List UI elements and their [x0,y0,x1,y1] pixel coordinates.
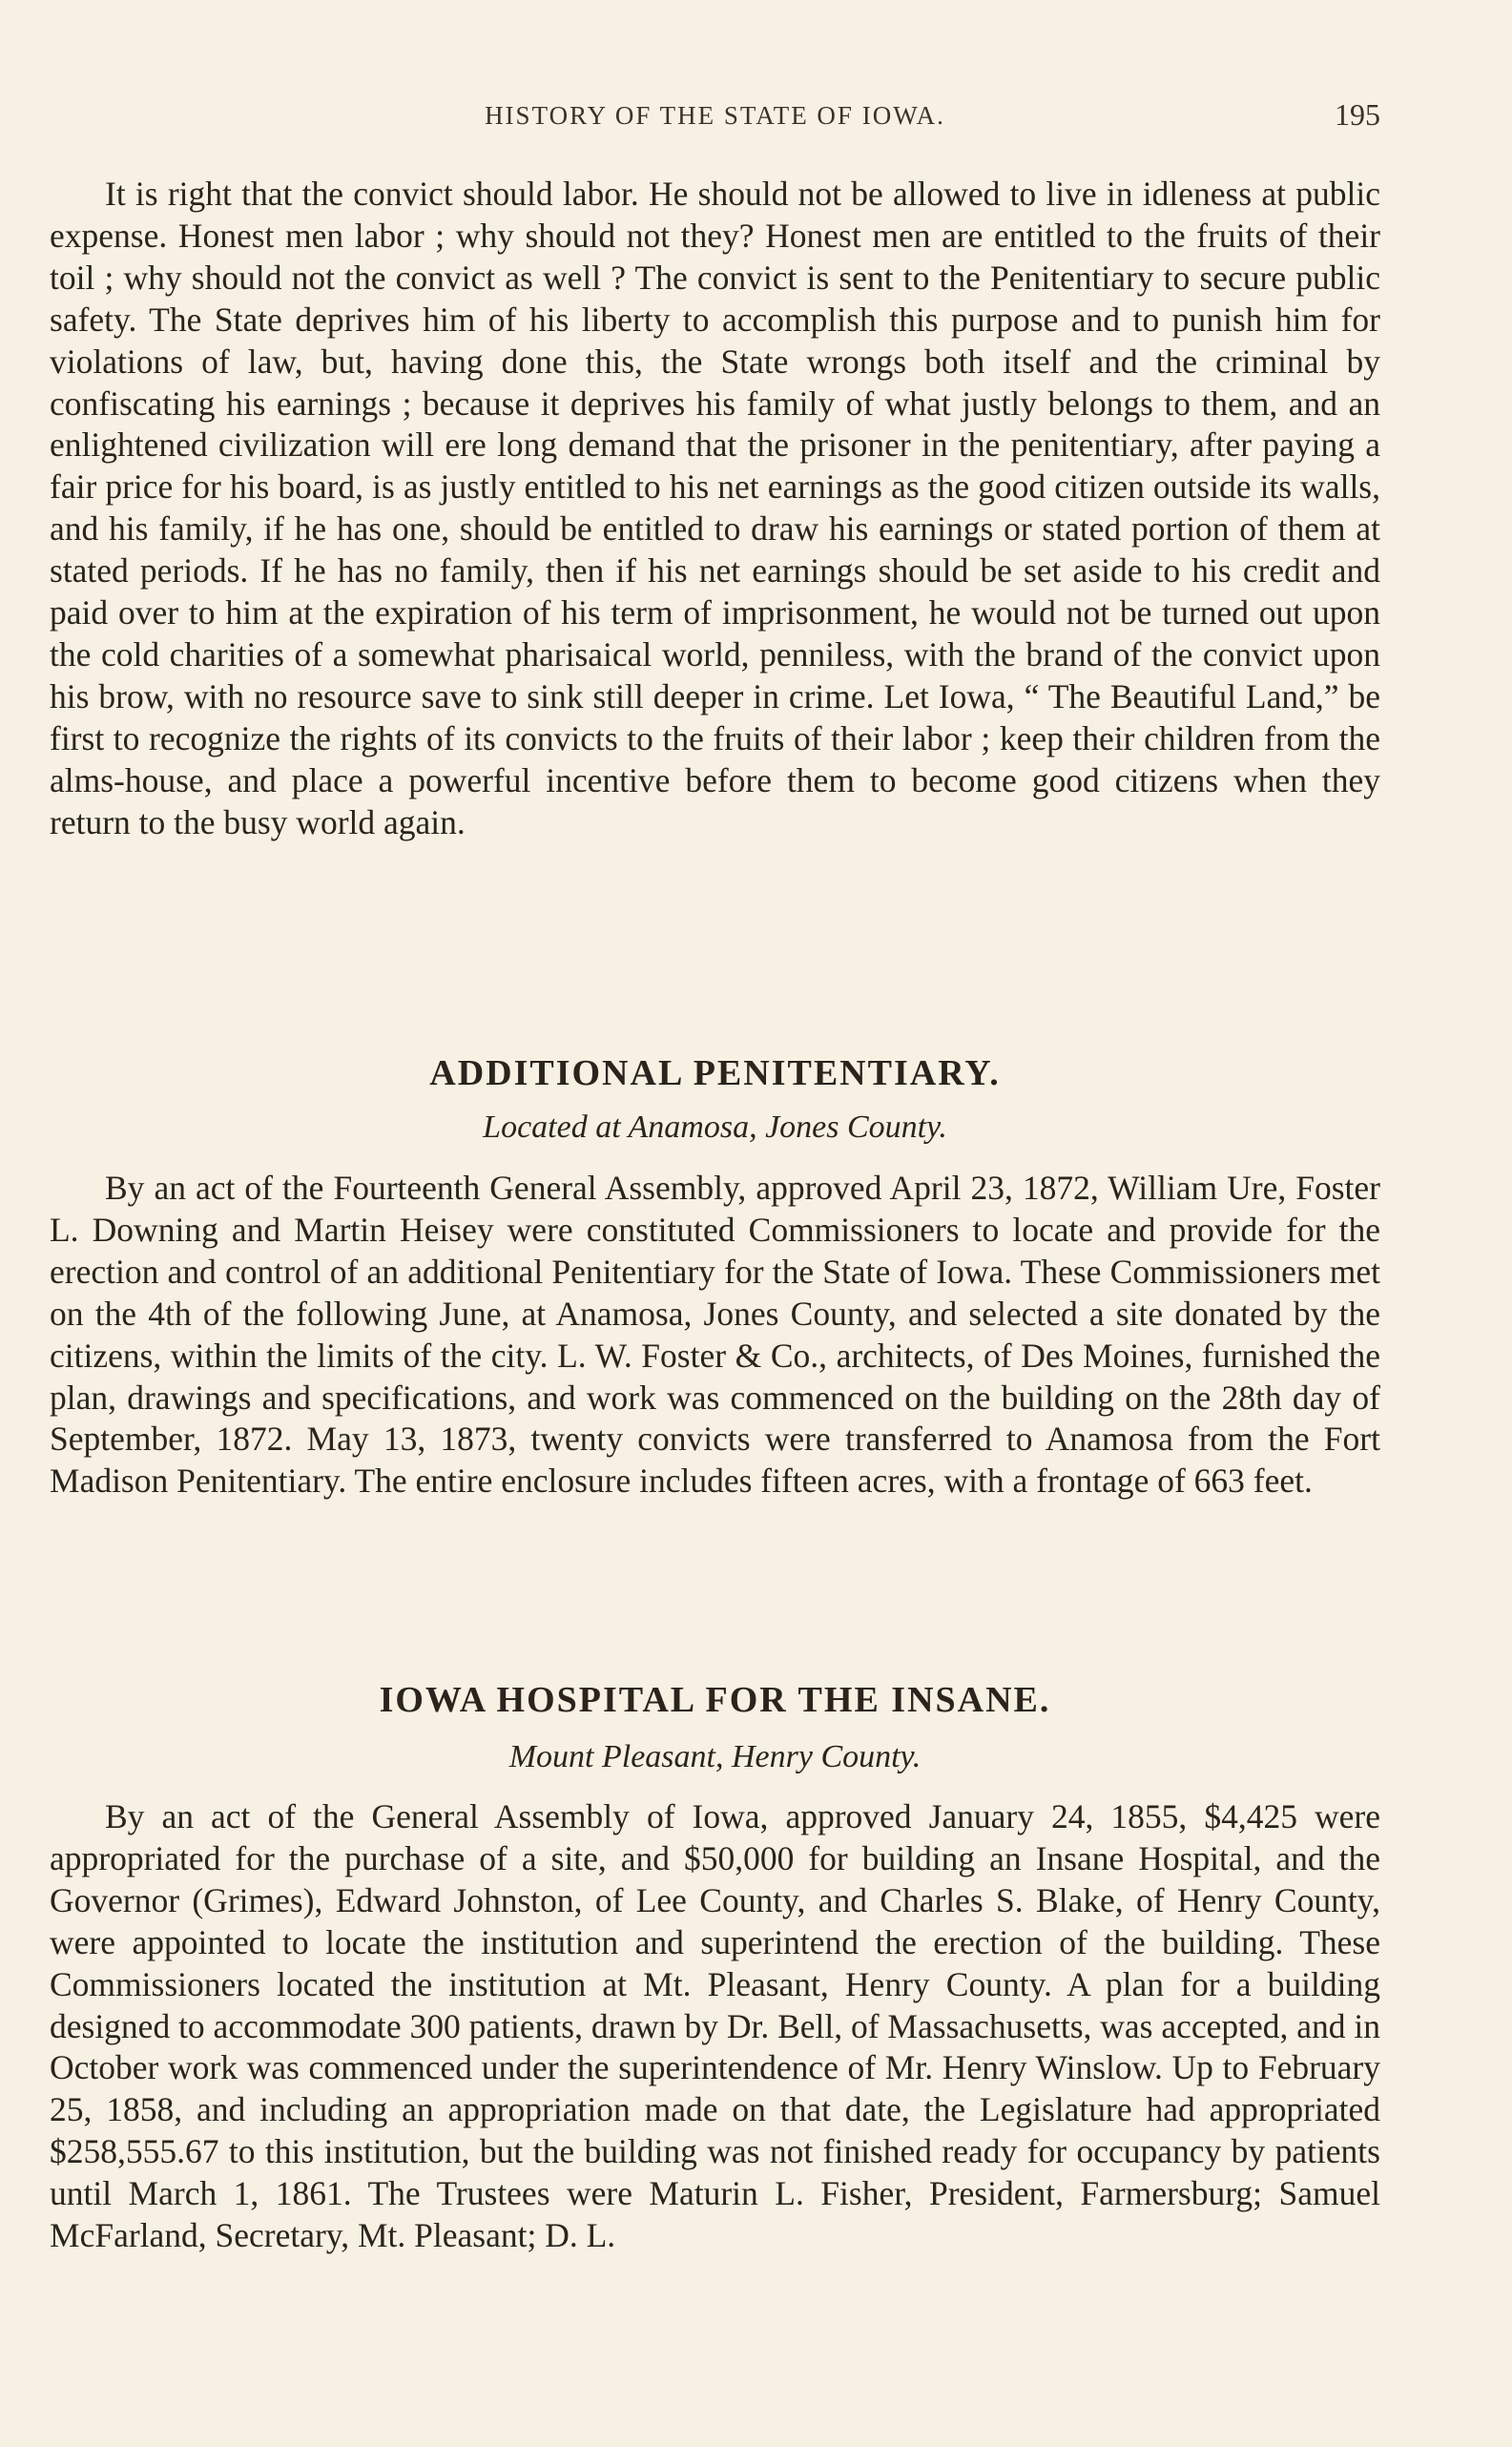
paragraph-additional-penitentiary: By an act of the Fourteenth General Assembly, approved April 23, 1872, William Ure, Foster L. Downing and Martin Heisey were constituted Commissioners to locate and provide for the erection and control of an additional Penitentiary for the State of Iowa. These Commissioners met on the 4th of the following June, at Anamosa, Jones County, and selected a site donated by the citizens, within the limits of the city. L. W. Foster & Co., architects, of Des Moines, furnished the plan, drawings and specifications, and work was commenced on the building on the 28th day of September, 1872. May 13, 1873, twenty convicts were transferred to Anamosa from the Fort Madison Penitentiary. The entire enclosure includes fifteen acres, with a frontage of 663 feet. [50,1169,1380,1501]
section-title-iowa-hospital: IOWA HOSPITAL FOR THE INSANE. [379,1680,1051,1720]
section-title-additional-penitentiary: ADDITIONAL PENITENTIARY. [429,1053,1001,1093]
paragraph-convict-labor: It is right that the convict should labor. He should not be allowed to live in idleness at public expense. Honest men labor ; why should not they? Honest men are entitled to the fruits of their toil ; why should not the convict as well ? The convict is sent to the Penitentiary to secure public safety. The State deprives him of his liberty to accomplish this purpose and to punish him for violations of law, but, having done this, the State wrongs both itself and the criminal by confiscating his earnings ; because it deprives his family of what justly belongs to them, and an enlightened civilization will ere long demand that the prisoner in the penitentiary, after paying a fair price for his board, is as justly entitled to his net earnings as the good citizen outside its walls, and his family, if he has one, should be entitled to draw his earnings or stated portion of them at stated periods. If he has no family, then if his net earnings should be set aside to his credit and paid over to him at the expiration of his term of imprisonment, he would not be turned out upon the cold charities of a somewhat pharisaical world, penniless, with the brand of the convict upon his brow, with no resource save to sink still deeper in crime. Let Iowa, “ The Beautiful Land,” be first to recognize the rights of its convicts to the fruits of their labor ; keep their children from the alms-house, and place a powerful incentive before them to become good citizens when they return to the busy world again. [50,175,1380,841]
paragraph-iowa-hospital: By an act of the General Assembly of Iowa, approved January 24, 1855, $4,425 were appropriated for the purchase of a site, and $50,000 for building an Insane Hospital, and the Governor (Grimes), Edward Johnston, of Lee County, and Charles S. Blake, of Henry County, were appointed to locate the institution and superintend the erection of the building. These Commissioners located the institution at Mt. Pleasant, Henry County. A plan for a building designed to accommodate 300 patients, drawn by Dr. Bell, of Massachusetts, was accepted, and in October work was commenced under the superintendence of Mr. Henry Winslow. Up to February 25, 1858, and including an appropriation made on that date, the Legislature had appropriated $258,555.67 to this institution, but the building was not finished ready for occupancy by patients until March 1, 1861. The Trustees were Maturin L. Fisher, President, Farmersburg; Samuel McFarland, Secretary, Mt. Pleasant; D. L. [50,1797,1380,2255]
section-subtitle-anamosa: Located at Anamosa, Jones County. [483,1109,947,1145]
running-head [50,95,1380,137]
page-number: 195 [1335,97,1380,132]
section-subtitle-mount-pleasant: Mount Pleasant, Henry County. [508,1739,922,1774]
running-title: HISTORY OF THE STATE OF IOWA. [485,101,945,130]
